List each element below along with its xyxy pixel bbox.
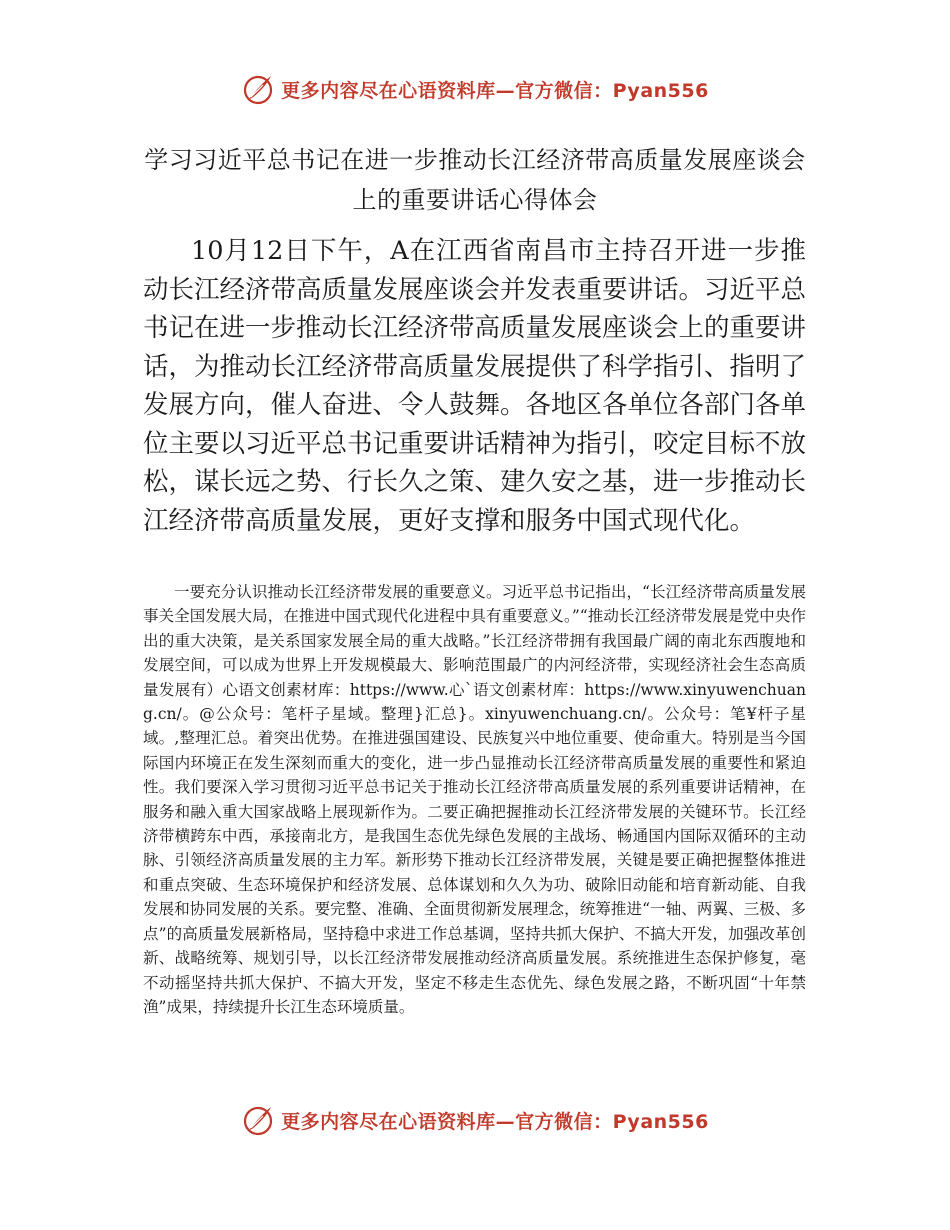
banner-text: 更多内容尽在心语资料库—官方微信：Pyan556 (281, 1110, 709, 1133)
body-paragraph: 一要充分认识推动长江经济带发展的重要意义。习近平总书记指出，“长江经济带高质量发展事关全国发展大局，在推进中国式现代化进程中具有重要意义。”“推动长江经济带发展是党中央作出的重大决策，是关系国家发展全局的重大战略。”长江经济带拥有我国最广阔的南北东西腹地和发展空间，可以成为世界上开发规模最大、影响范围最广的内河经济带，实现经济社会生态高质量发展有）心语文创素材库：https://www.心`语文创素材库：https://www.xinyuwenchuang.cn/。@公众号：笔杆子星域。整理}汇总}。xinyuwenchuang.cn/。公众号：笔¥杆子星域。,整理汇总。着突出优势。在推进强国建设、民族复兴中地位重要、使命重大。特别是当今国际国内环境正在发生深刻而重大的变化，进一步凸显推动长江经济带高质量发展的重要性和紧迫性。我们要深入学习贯彻习近平总书记关于推动长江经济带高质量发展的系列重要讲话精神，在服务和融入重大国家战略上展现新作为。二要正确把握推动长江经济带发展的关键环节。长江经济带横跨东中西，承接南北方，是我国生态优先绿色发展的主战场、畅通国内国际双循环的主动脉、引领经济高质量发展的主力军。新形势下推动长江经济带发展，关键是要正确把握整体推进和重点突破、生态环境保护和经济发展、总体谋划和久久为功、破除旧动能和培育新动能、自我发展和协同发展的关系。要完整、准确、全面贯彻新发展理念，统筹推进“一轴、两翼、三极、多点”的高质量发展新格局，坚持稳中求进工作总基调，坚持共抓大保护、不搞大开发，加强改革创新、战略统筹、规划引导，以长江经济带发展推动经济高质量发展。系统推进生态保护修复，毫不动摇坚持共抓大保护、不搞大开发，坚定不移走生态优先、绿色发展之路，不断巩固“十年禁渔”成果，持续提升长江生态环境质量。 (143, 583, 806, 1016)
document-title (80, 140, 870, 220)
footer-banner (0, 1103, 950, 1137)
quill-pen-logo-icon (241, 72, 275, 106)
title-line-1: 学习习近平总书记在进一步推动长江经济带高质量发展座谈会 (144, 146, 806, 174)
banner-text: 更多内容尽在心语资料库—官方微信：Pyan556 (281, 79, 709, 102)
lead-paragraph: 10月12日下午，A在江西省南昌市主持召开进一步推动长江经济带高质量发展座谈会并发表重要讲话。习近平总书记在进一步推动长江经济带高质量发展座谈会上的重要讲话，为推动长江经济带高质量发展提供了科学指引、指明了发展方向，催人奋进、令人鼓舞。各地区各单位各部门各单位主要以习近平总书记重要讲话精神为指引，咬定目标不放松，谋长远之势、行长久之策、建久安之基，进一步推动长江经济带高质量发展，更好支撑和服务中国式现代化。 (143, 236, 807, 536)
header-banner (0, 72, 950, 106)
quill-pen-logo-icon (241, 1103, 275, 1137)
title-line-2: 上的重要讲话心得体会 (352, 186, 598, 214)
